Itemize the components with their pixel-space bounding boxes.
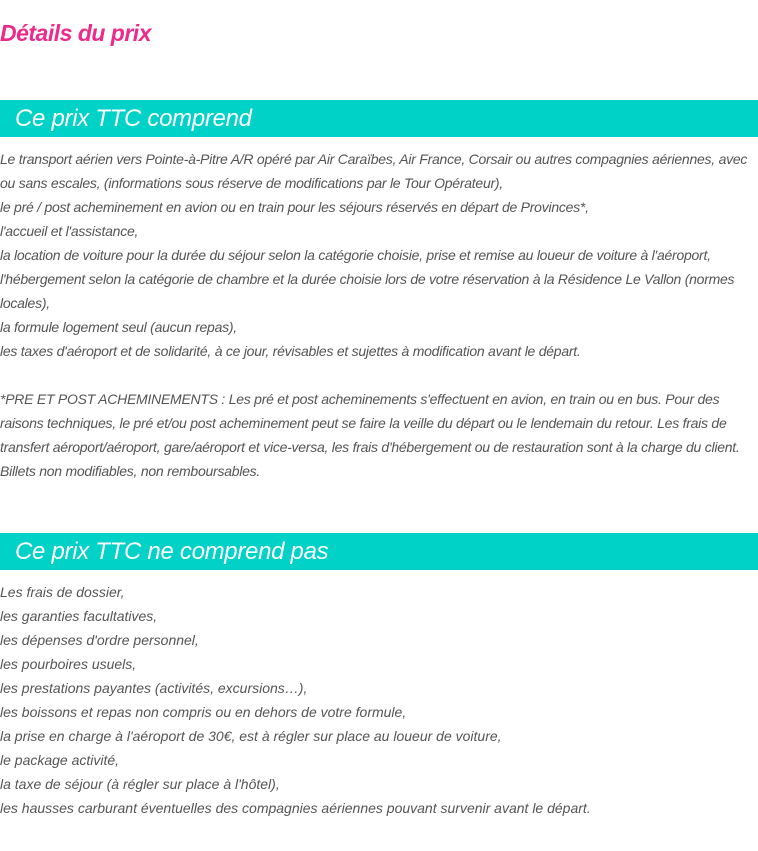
included-item: la formule logement seul (aucun repas), [0, 319, 237, 335]
included-heading: Ce prix TTC comprend [15, 105, 252, 132]
included-section-banner [0, 100, 758, 137]
excluded-item: les garanties facultatives, [0, 608, 158, 624]
excluded-section-banner [0, 533, 758, 570]
included-item: Le transport aérien vers Pointe-à-Pitre A/R opéré par Air Caraïbes, Air France, Corsair ou autres compagnies aériennes, avec ou sans escales, (informations sous réserve de modifications par le Tour Opérateur), [0, 151, 748, 191]
included-item: les taxes d'aéroport et de solidarité, à ce jour, révisables et sujettes à modification avant le départ. [0, 343, 581, 359]
excluded-item: les pourboires usuels, [0, 656, 137, 672]
excluded-item: Les frais de dossier, [0, 584, 125, 600]
included-item: l'hébergement selon la catégorie de chambre et la durée choisie lors de votre réservation à la Résidence Le Vallon (normes locales), [0, 271, 735, 311]
included-item: l'accueil et l'assistance, [0, 223, 139, 239]
excluded-item: les prestations payantes (activités, excursions…), [0, 680, 308, 696]
page-title: Détails du prix [0, 20, 151, 46]
excluded-heading: Ce prix TTC ne comprend pas [15, 538, 329, 565]
acheminement-note: *PRE ET POST ACHEMINEMENTS : Les pré et post acheminements s'effectuent en avion, en train ou en bus. Pour des raisons techniques, le pré et/ou post acheminement peut se faire la veille du départ ou le lendemain du retour. Les frais de transfert aéroport/aéroport, gare/aéroport et vice-versa, les frais d'hébergement ou de restauration sont à la charge du client. Billets non modifiables, non remboursables. [0, 391, 740, 479]
excluded-item: le package activité, [0, 752, 120, 768]
included-list [0, 147, 758, 483]
paragraph-spacer [0, 363, 758, 387]
excluded-item: la taxe de séjour (à régler sur place à l'hôtel), [0, 776, 280, 792]
included-item: le pré / post acheminement en avion ou en train pour les séjours réservés en départ de Provinces*, [0, 199, 589, 215]
excluded-item: les boissons et repas non compris ou en dehors de votre formule, [0, 704, 407, 720]
excluded-list [0, 580, 758, 820]
excluded-item: les hausses carburant éventuelles des compagnies aériennes pouvant survenir avant le départ. [0, 800, 591, 816]
excluded-item: les dépenses d'ordre personnel, [0, 632, 199, 648]
included-item: la location de voiture pour la durée du séjour selon la catégorie choisie, prise et remise au loueur de voiture à l'aéroport, [0, 247, 711, 263]
excluded-item: la prise en charge à l'aéroport de 30€, est à régler sur place au loueur de voiture, [0, 728, 502, 744]
